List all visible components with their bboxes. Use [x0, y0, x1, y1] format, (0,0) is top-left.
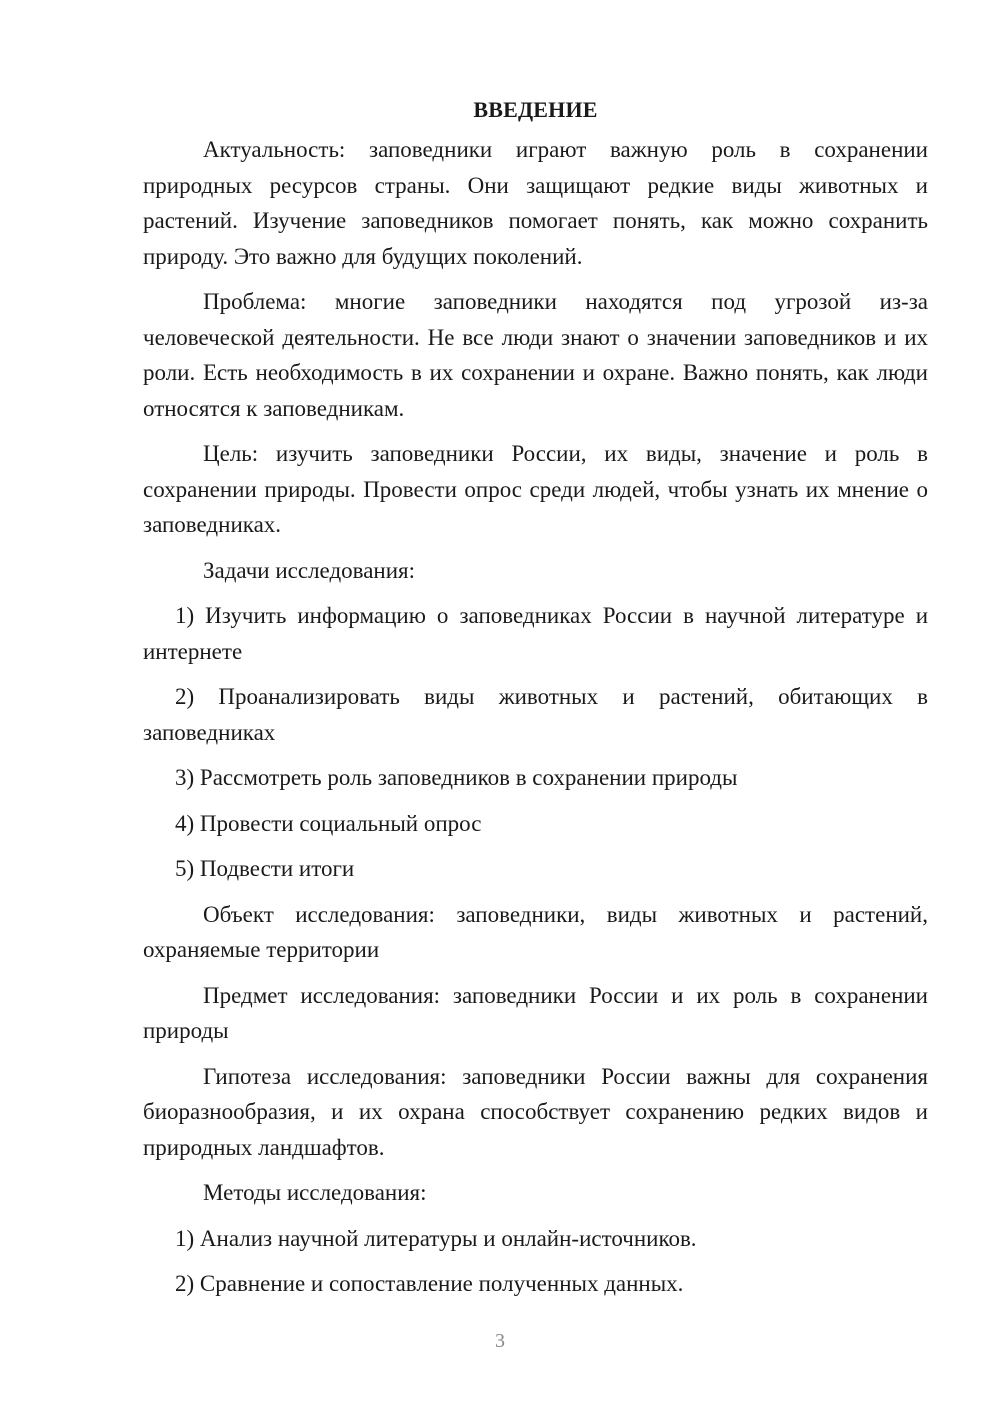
problem-paragraph: Проблема: многие заповедники находятся под угрозой из-за человеческой деятельности. Не все люди знают о значении заповедников и их роли. Есть необходимость в их сохранении и охране. Важно понять, как люди относятся к заповедникам. — [143, 289, 928, 421]
method-item: 2) Сравнение и сопоставление полученных данных. — [175, 1271, 684, 1296]
task-item: 1) Изучить информацию о заповедниках России в научной литературе и интернете — [143, 603, 928, 664]
task-item: 2) Проанализировать виды животных и растений, обитающих в заповедниках — [143, 684, 928, 745]
task-item: 4) Провести социальный опрос — [175, 810, 482, 836]
subject-paragraph: Предмет исследования: заповедники России и их роль в сохранении природы — [143, 982, 928, 1043]
page-title: ВВЕДЕНИЕ — [473, 97, 598, 122]
hypothesis-paragraph: Гипотеза исследования: заповедники России важны для сохранения биоразнообразия, и их охрана способствует сохранению редких видов и природных ландшафтов. — [143, 1063, 928, 1160]
document-page — [143, 92, 928, 1312]
tasks-heading: Задачи исследования: — [203, 557, 416, 583]
object-paragraph: Объект исследования: заповедники, виды животных и растений, охраняемые территории — [143, 901, 928, 962]
method-item: 1) Анализ научной литературы и онлайн-источников. — [175, 1225, 697, 1251]
goal-paragraph: Цель: изучить заповедники России, их виды, значение и роль в сохранении природы. Провести опрос среди людей, чтобы узнать их мнение о заповедниках. — [143, 441, 928, 537]
page-number: 3 — [495, 1330, 505, 1352]
task-item: 5) Подвести итоги — [175, 856, 355, 881]
relevance-paragraph: Актуальность: заповедники играют важную роль в сохранении природных ресурсов страны. Они защищают редкие виды животных и растений. Изучение заповедников помогает понять, как можно сохранить природу. Это важно для будущих поколений. — [143, 137, 928, 269]
methods-heading: Методы исследования: — [203, 1180, 427, 1205]
task-item: 3) Рассмотреть роль заповедников в сохранении природы — [175, 765, 738, 790]
